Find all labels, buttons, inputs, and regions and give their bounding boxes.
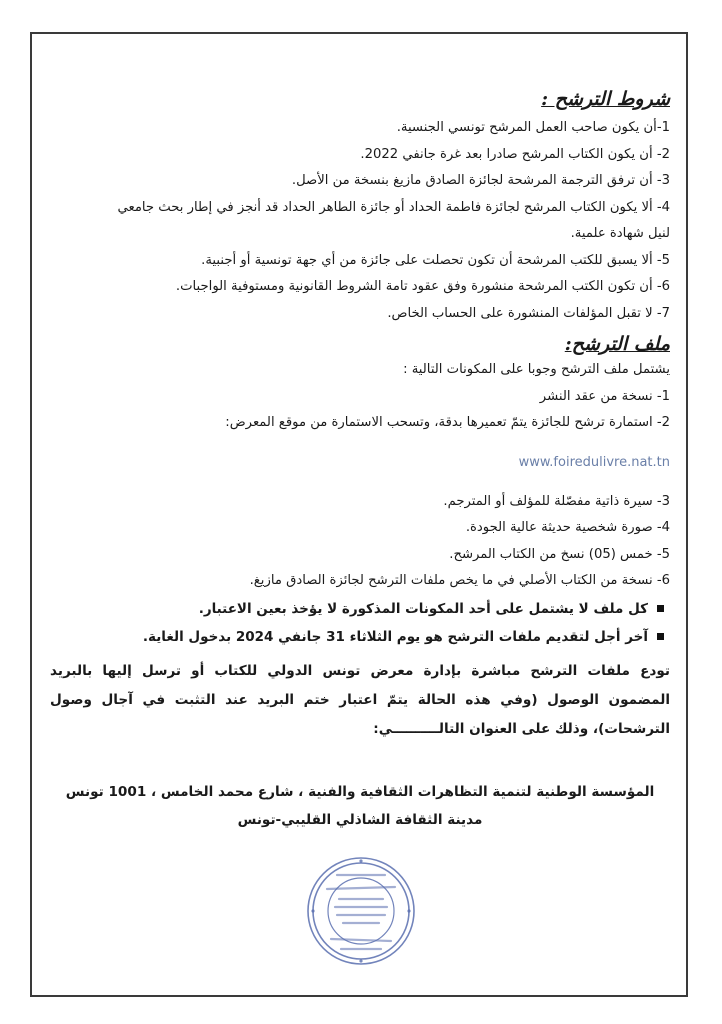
bullet-note-text: كل ملف لا يشتمل على أحد المكونات المذكورة لا يؤخذ بعين الاعتبار. bbox=[198, 600, 648, 617]
official-seal-stamp bbox=[305, 855, 417, 967]
bullet-note bbox=[50, 595, 670, 623]
bullet-deadline bbox=[50, 623, 670, 651]
condition-item: 6- أن تكون الكتب المرشحة منشورة وفق عقود تامة الشروط القانونية ومستوفية الواجبات. bbox=[175, 279, 670, 294]
conditions-heading: شروط الترشح : bbox=[541, 88, 670, 110]
file-item: 6- نسخة من الكتاب الأصلي في ما يخص ملفات الترشح لجائزة الصادق مازيغ. bbox=[249, 573, 670, 588]
file-item: 3- سيرة ذاتية مفصّلة للمؤلف أو المترجم. bbox=[443, 493, 670, 509]
condition-item: لنيل شهادة علمية. bbox=[570, 226, 670, 241]
condition-item: 2- أن يكون الكتاب المرشح صادرا بعد غرة جانفي 2022. bbox=[360, 146, 670, 162]
condition-item: 3- أن ترفق الترجمة المرشحة لجائزة الصادق مازيغ بنسخة من الأصل. bbox=[291, 173, 670, 188]
condition-item: 1-أن يكون صاحب العمل المرشح تونسي الجنسية. bbox=[396, 120, 670, 135]
website-link[interactable]: www.foiredulivre.nat.tn bbox=[518, 454, 670, 470]
address-line: المؤسسة الوطنية لتنمية التظاهرات الثقافية والفنية ، شارع محمد الخامس ، 1001 تونس bbox=[65, 783, 655, 800]
square-bullet-icon bbox=[657, 605, 664, 612]
condition-item: 5- ألا يسبق للكتب المرشحة أن تكون تحصلت على جائزة من أي جهة تونسية أو أجنبية. bbox=[201, 252, 670, 268]
file-item: 1- نسخة من عقد النشر bbox=[539, 388, 670, 404]
file-item: 5- خمس (05) نسخ من الكتاب المرشح. bbox=[449, 546, 670, 562]
address-line: مدينة الثقافة الشاذلي القليبي-تونس bbox=[237, 811, 483, 828]
condition-item: 4- ألا يكون الكتاب المرشح لجائزة فاطمة الحداد أو جائزة الطاهر الحداد قد أنجز في إطار بحث جامعي bbox=[117, 199, 670, 215]
file-item: 2- استمارة ترشح للجائزة يتمّ تعميرها بدقة، وتسحب الاستمارة من موقع المعرض: bbox=[225, 415, 670, 430]
bullet-deadline-text: آخر أجل لتقديم ملفات الترشح هو يوم الثلاثاء 31 جانفي 2024 بدخول الغاية. bbox=[142, 628, 648, 645]
file-item: 4- صورة شخصية حديثة عالية الجودة. bbox=[465, 520, 670, 535]
file-intro: يشتمل ملف الترشح وجوبا على المكونات التالية : bbox=[403, 362, 670, 377]
document-body bbox=[50, 86, 670, 834]
square-bullet-icon bbox=[657, 633, 664, 640]
file-heading: ملف الترشح: bbox=[564, 333, 670, 355]
condition-item: 7- لا تقبل المؤلفات المنشورة على الحساب الخاص. bbox=[387, 305, 670, 321]
address-block bbox=[50, 778, 670, 834]
submission-paragraph: تودع ملفات الترشح مباشرة بإدارة معرض تونس الدولي للكتاب أو ترسل إليها بالبريد المضمون الوصول (وفي هذه الحالة يتمّ اعتبار ختم البريد عند التثبت في آجال وصول الترشحات)، وذلك على العنوان التالــــــــــي: bbox=[50, 662, 670, 737]
